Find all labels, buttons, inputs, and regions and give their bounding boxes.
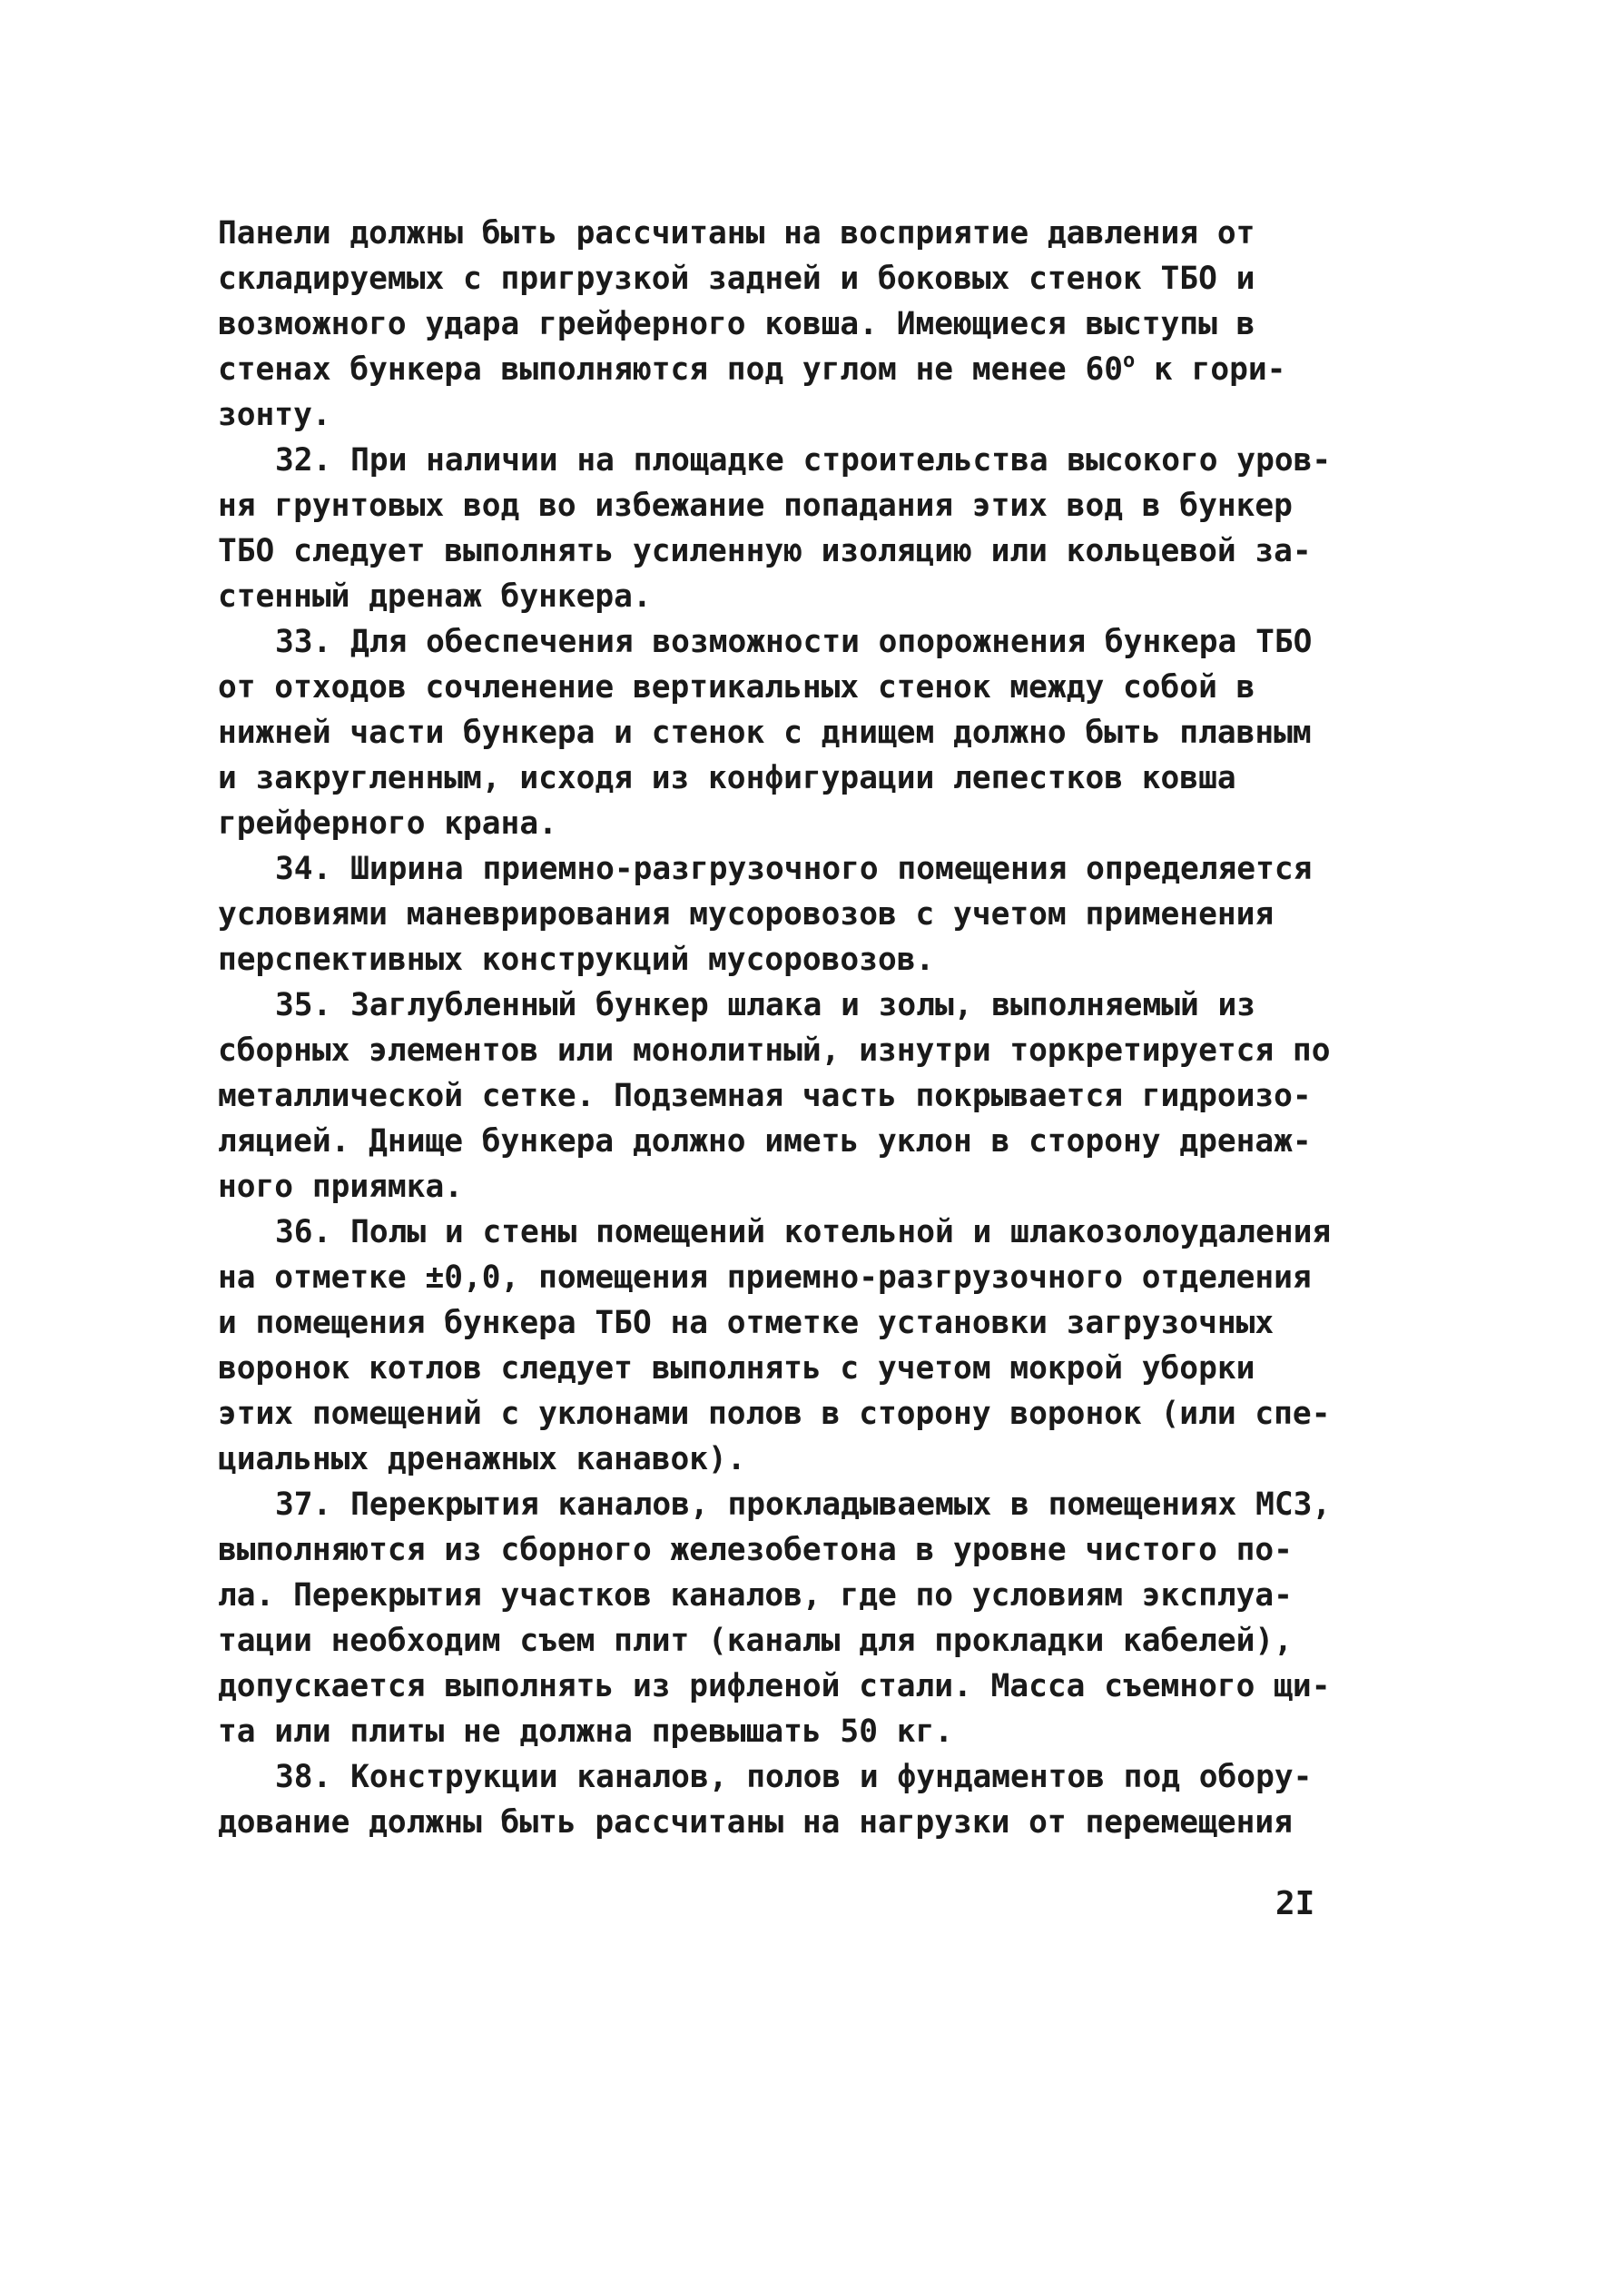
body-text [218, 211, 1332, 1845]
text-line: ня грунтовых вод во избежание попадания этих вод в бункер [218, 488, 1293, 524]
text-line: возможного удара грейферного ковша. Имеющиеся выступы в [218, 306, 1255, 342]
page-number: 2I [1275, 1885, 1315, 1922]
text-line: металлической сетке. Подземная часть покрывается гидроизо- [218, 1078, 1312, 1114]
paragraph [218, 211, 1325, 438]
text-line: 36. Полы и стены помещений котельной и шлакозолоудаления [275, 1214, 1332, 1250]
text-line: 33. Для обеспечения возможности опорожнения бункера ТБО [275, 624, 1313, 660]
text-line-with-superscript [218, 347, 1325, 392]
paragraph [218, 1482, 1332, 1754]
text-line: этих помещений с уклонами полов в сторону воронок (или спе- [218, 1396, 1331, 1432]
text-line: ляцией. Днище бункера должно иметь уклон в сторону дренаж- [218, 1123, 1312, 1160]
text-line: та или плиты не должна превышать 50 кг. [218, 1713, 954, 1750]
text-line: нижней части бункера и стенок с днищем должно быть плавным [218, 715, 1312, 751]
text-line: ТБО следует выполнять усиленную изоляцию или кольцевой за- [218, 533, 1312, 569]
text-fragment: стенах бункера выполняются под углом не менее 60 [218, 351, 1123, 388]
text-line: складируемых с пригрузкой задней и боковых стенок ТБО и [218, 261, 1255, 297]
text-line: 35. Заглубленный бункер шлака и золы, выполняемый из [275, 987, 1256, 1023]
text-line: зонту. [218, 397, 331, 433]
text-line: ла. Перекрытия участков каналов, где по условиям эксплуа- [218, 1577, 1293, 1614]
text-line: и помещения бункера ТБО на отметке установки загрузочных [218, 1305, 1275, 1341]
paragraph [218, 438, 1332, 619]
text-line: ного приямка. [218, 1169, 464, 1205]
text-line: 37. Перекрытия каналов, прокладываемых в помещениях МСЗ, [275, 1486, 1332, 1523]
paragraph [218, 619, 1325, 846]
text-line: и закругленным, исходя из конфигурации лепестков ковша [218, 760, 1236, 796]
text-line: допускается выполнять из рифленой стали. Масса съемного щи- [218, 1668, 1331, 1704]
paragraph [218, 1210, 1332, 1482]
text-line: Панели должны быть рассчитаны на восприятие давления от [218, 215, 1255, 252]
text-line: сборных элементов или монолитный, изнутри торкретируется по [218, 1032, 1331, 1069]
paragraph [218, 846, 1325, 983]
text-line: от отходов сочленение вертикальных стенок между собой в [218, 669, 1255, 706]
paragraph [218, 983, 1331, 1210]
text-line: условиями маневрирования мусоровозов с учетом применения [218, 896, 1275, 933]
text-line: грейферного крана. [218, 805, 557, 842]
text-line: 34. Ширина приемно-разгрузочного помещения определяется [275, 851, 1313, 887]
text-line: 38. Конструкции каналов, полов и фундаментов под обору- [275, 1759, 1313, 1795]
text-line: стенный дренаж бункера. [218, 578, 652, 615]
text-line: тации необходим съем плит (каналы для прокладки кабелей), [218, 1623, 1293, 1659]
text-line: воронок котлов следует выполнять с учетом мокрой уборки [218, 1350, 1255, 1387]
text-fragment: к гори- [1135, 351, 1286, 388]
paragraph [218, 1754, 1325, 1845]
text-line: перспективных конструкций мусоровозов. [218, 942, 935, 978]
text-line: выполняются из сборного железобетона в уровне чистого по- [218, 1532, 1293, 1568]
text-line: 32. При наличии на площадке строительства высокого уров- [275, 442, 1332, 479]
text-line: на отметке ±0,0, помещения приемно-разгрузочного отделения [218, 1259, 1312, 1296]
text-line: дование должны быть рассчитаны на нагрузки от перемещения [218, 1804, 1293, 1841]
text-line: циальных дренажных канавок). [218, 1441, 746, 1477]
degree-superscript: о [1123, 350, 1136, 372]
